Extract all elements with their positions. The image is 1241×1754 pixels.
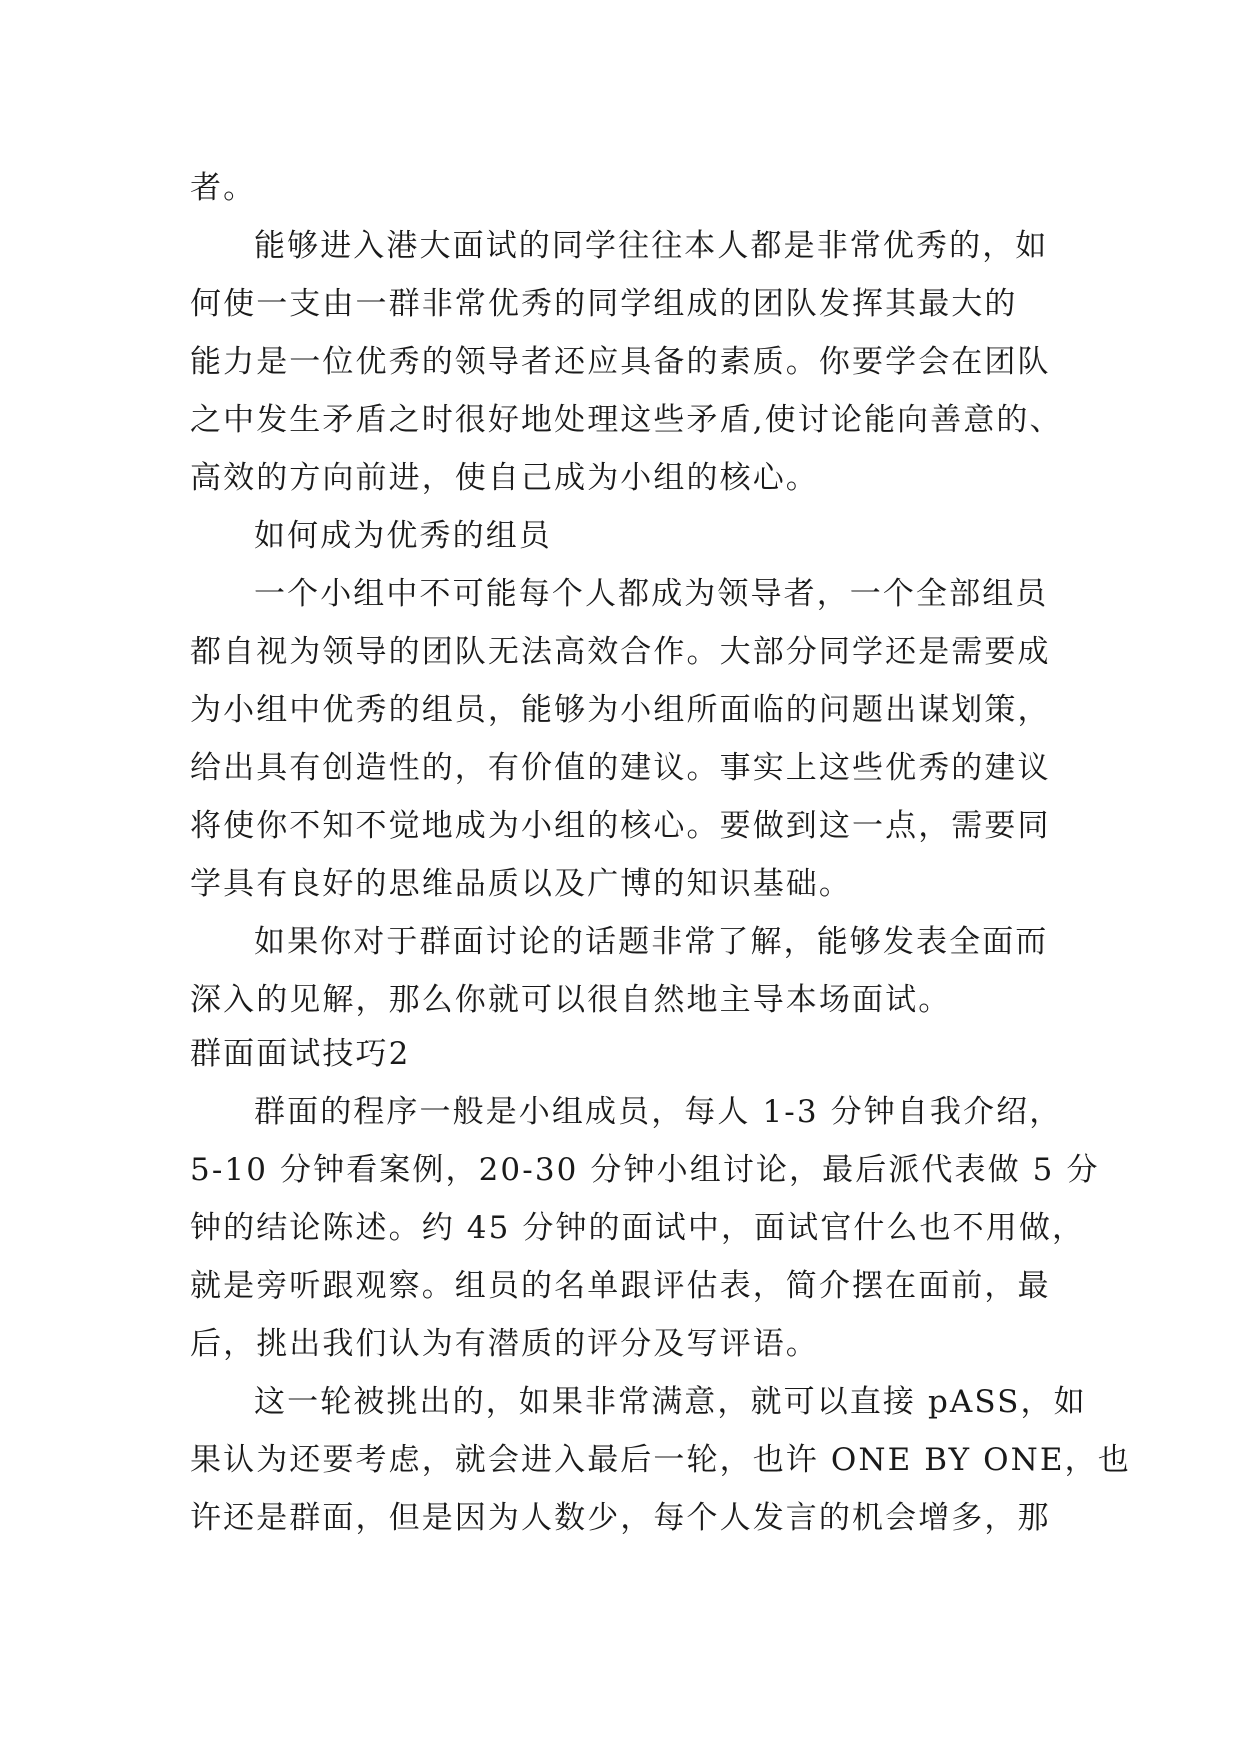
paragraph-line: 为小组中优秀的组员，能够为小组所面临的问题出谋划策，	[190, 692, 1051, 728]
paragraph-line: 能力是一位优秀的领导者还应具备的素质。你要学会在团队	[190, 344, 1051, 380]
paragraph-line: 这一轮被挑出的，如果非常满意，就可以直接 pASS，如	[254, 1384, 1087, 1420]
section-heading: 如何成为优秀的组员	[254, 518, 552, 554]
paragraph-line: 钟的结论陈述。约 45 分钟的面试中，面试官什么也不用做，	[190, 1210, 1086, 1246]
paragraph-line: 深入的见解，那么你就可以很自然地主导本场面试。	[190, 982, 952, 1018]
paragraph-line: 如果你对于群面讨论的话题非常了解，能够发表全面而	[254, 924, 1049, 960]
paragraph-line: 高效的方向前进，使自己成为小组的核心。	[190, 460, 819, 496]
paragraph-line: 给出具有创造性的，有价值的建议。事实上这些优秀的建议	[190, 750, 1051, 786]
paragraph-line: 学具有良好的思维品质以及广博的知识基础。	[190, 866, 852, 902]
paragraph-line: 就是旁听跟观察。组员的名单跟评估表，简介摆在面前，最	[190, 1268, 1051, 1304]
paragraph-line: 之中发生矛盾之时很好地处理这些矛盾,使讨论能向善意的、	[190, 402, 1063, 438]
paragraph-line: 何使一支由一群非常优秀的同学组成的团队发挥其最大的	[190, 286, 1018, 322]
paragraph-line: 将使你不知不觉地成为小组的核心。要做到这一点，需要同	[190, 808, 1051, 844]
paragraph-line: 果认为还要考虑，就会进入最后一轮，也许 ONE BY ONE，也	[190, 1442, 1131, 1478]
paragraph-line: 许还是群面，但是因为人数少，每个人发言的机会增多，那	[190, 1500, 1051, 1536]
paragraph-line: 能够进入港大面试的同学往往本人都是非常优秀的，如	[254, 228, 1049, 264]
paragraph-line: 一个小组中不可能每个人都成为领导者，一个全部组员	[254, 576, 1049, 612]
paragraph-line: 都自视为领导的团队无法高效合作。大部分同学还是需要成	[190, 634, 1051, 670]
paragraph-line: 者。	[190, 170, 257, 206]
section-heading: 群面面试技巧2	[190, 1036, 411, 1072]
paragraph-line: 群面的程序一般是小组成员，每人 1-3 分钟自我介绍，	[254, 1094, 1063, 1130]
paragraph-line: 5-10 分钟看案例，20-30 分钟小组讨论，最后派代表做 5 分	[190, 1152, 1100, 1188]
paragraph-line: 后，挑出我们认为有潜质的评分及写评语。	[190, 1326, 819, 1362]
